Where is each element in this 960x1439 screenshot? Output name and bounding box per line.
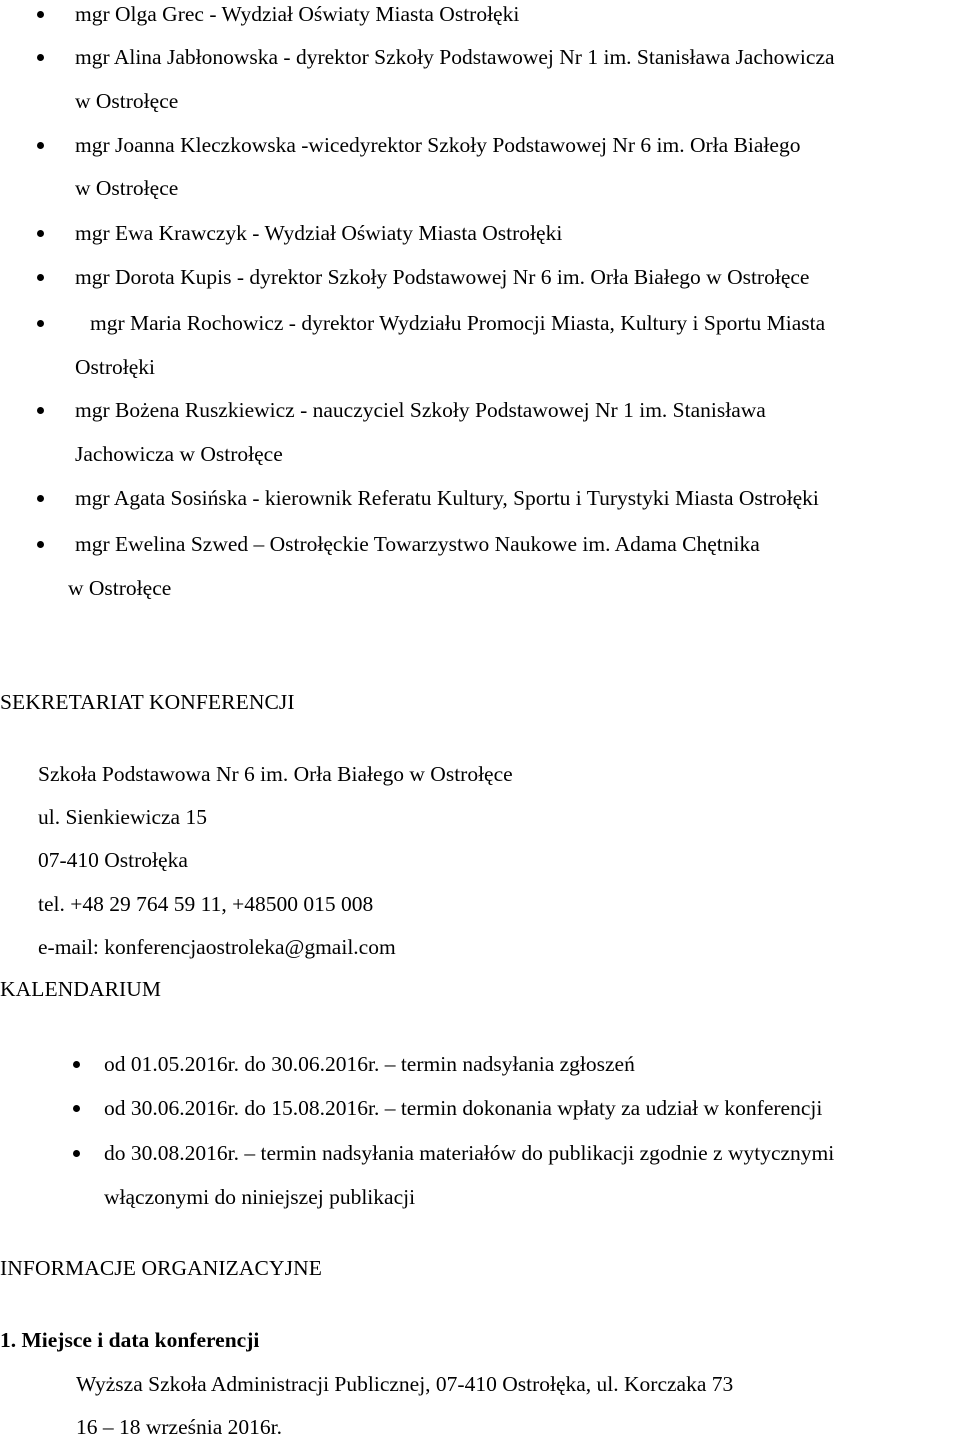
- member-line: w Ostrołęce: [68, 576, 172, 600]
- email-line: e-mail: konferencjaostroleka@gmail.com: [38, 935, 396, 959]
- member-line: Ostrołęki: [75, 355, 156, 379]
- calendar-item: od 30.06.2016r. do 15.08.2016r. – termin dokonania wpłaty za udział w konferencji: [104, 1096, 823, 1120]
- calendar-item: do 30.08.2016r. – termin nadsyłania materiałów do publikacji zgodnie z wytycznymi: [104, 1141, 835, 1165]
- bullet-icon: [73, 1150, 80, 1157]
- bullet-icon: [37, 54, 44, 61]
- calendar-item: włączonymi do niniejszej publikacji: [104, 1185, 416, 1209]
- calendar-item: od 01.05.2016r. do 30.06.2016r. – termin nadsyłania zgłoszeń: [104, 1052, 635, 1076]
- bullet-icon: [37, 407, 44, 414]
- member-line: mgr Agata Sosińska - kierownik Referatu Kultury, Sportu i Turystyki Miasta Ostrołęki: [75, 486, 819, 510]
- member-line: Jachowicza w Ostrołęce: [75, 442, 283, 466]
- bullet-icon: [37, 495, 44, 502]
- member-line: mgr Olga Grec - Wydział Oświaty Miasta Ostrołęki: [75, 2, 520, 26]
- bullet-icon: [37, 274, 44, 281]
- member-line: mgr Dorota Kupis - dyrektor Szkoły Podstawowej Nr 6 im. Orła Białego w Ostrołęce: [75, 265, 810, 289]
- member-line: mgr Ewelina Szwed – Ostrołęckie Towarzystwo Naukowe im. Adama Chętnika: [75, 532, 760, 556]
- bullet-icon: [73, 1105, 80, 1112]
- address-line: Szkoła Podstawowa Nr 6 im. Orła Białego w Ostrołęce: [38, 762, 513, 786]
- bullet-icon: [37, 541, 44, 548]
- section-heading-calendar: KALENDARIUM: [0, 977, 162, 1001]
- bullet-icon: [37, 230, 44, 237]
- section-heading-secretariat: SEKRETARIAT KONFERENCJI: [0, 690, 295, 714]
- bullet-icon: [37, 11, 44, 18]
- member-line: mgr Bożena Ruszkiewicz - nauczyciel Szkoły Podstawowej Nr 1 im. Stanisława: [75, 398, 766, 422]
- member-line: mgr Joanna Kleczkowska -wicedyrektor Szkoły Podstawowej Nr 6 im. Orła Białego: [75, 133, 801, 157]
- bullet-icon: [73, 1061, 80, 1068]
- venue-line: Wyższa Szkoła Administracji Publicznej, 07-410 Ostrołęka, ul. Korczaka 73: [76, 1372, 734, 1396]
- member-line: mgr Alina Jabłonowska - dyrektor Szkoły Podstawowej Nr 1 im. Stanisława Jachowicza: [75, 45, 835, 69]
- phone-line: tel. +48 29 764 59 11, +48500 015 008: [38, 892, 374, 916]
- date-line: 16 – 18 września 2016r.: [76, 1415, 283, 1439]
- member-line: mgr Maria Rochowicz - dyrektor Wydziału Promocji Miasta, Kultury i Sportu Miasta: [90, 311, 826, 335]
- bullet-icon: [37, 142, 44, 149]
- subsection-title: 1. Miejsce i data konferencji: [0, 1328, 260, 1352]
- section-heading-info: INFORMACJE ORGANIZACYJNE: [0, 1256, 322, 1280]
- member-line: mgr Ewa Krawczyk - Wydział Oświaty Miasta Ostrołęki: [75, 221, 563, 245]
- member-line: w Ostrołęce: [75, 176, 179, 200]
- address-line: 07-410 Ostrołęka: [38, 848, 188, 872]
- member-line: w Ostrołęce: [75, 89, 179, 113]
- address-line: ul. Sienkiewicza 15: [38, 805, 207, 829]
- bullet-icon: [37, 320, 44, 327]
